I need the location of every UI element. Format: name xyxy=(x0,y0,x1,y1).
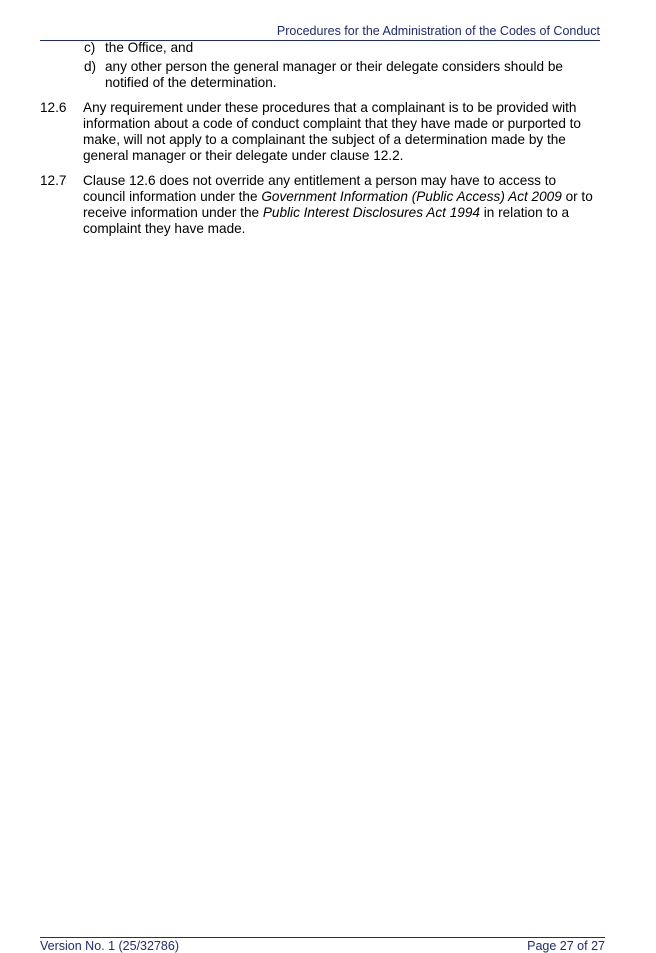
list-item-c xyxy=(40,40,602,56)
list-item-text: any other person the general manager or their delegate considers should be notified of the determination. xyxy=(105,59,563,90)
clause-number: 12.7 xyxy=(40,173,67,188)
clause-text: Any requirement under these procedures that a complainant is to be provided with information about a code of conduct complaint that they have made or purported to make, will not apply to a complainant the subject of a determination made by the general manager or their delegate under clause 12.2. xyxy=(83,100,581,163)
footer-version: Version No. 1 (25/32786) xyxy=(40,939,179,953)
clause-12-6 xyxy=(40,100,602,164)
clause-text-part: or to receive information under the xyxy=(83,189,593,220)
list-item-text: the Office, and xyxy=(105,40,194,55)
list-item-letter: c) xyxy=(84,40,96,55)
act-title-gipa: Government Information (Public Access) Act 2009 xyxy=(261,189,562,204)
clause-text-part: Clause 12.6 does not override any entitlement a person may have to access to council information under the xyxy=(83,173,557,204)
clause-text-part: in relation to a complaint they have made. xyxy=(83,205,570,236)
page-header xyxy=(40,22,600,41)
page-footer xyxy=(40,937,605,951)
list-item-d xyxy=(40,59,602,91)
header-title: Procedures for the Administration of the Codes of Conduct xyxy=(276,24,600,38)
clause-number: 12.6 xyxy=(40,100,67,115)
act-title-pid: Public Interest Disclosures Act 1994 xyxy=(262,205,480,220)
footer-page-number: Page 27 of 27 xyxy=(527,939,605,953)
document-body xyxy=(40,40,602,237)
list-item-letter: d) xyxy=(84,59,97,74)
clause-12-7 xyxy=(40,173,602,237)
